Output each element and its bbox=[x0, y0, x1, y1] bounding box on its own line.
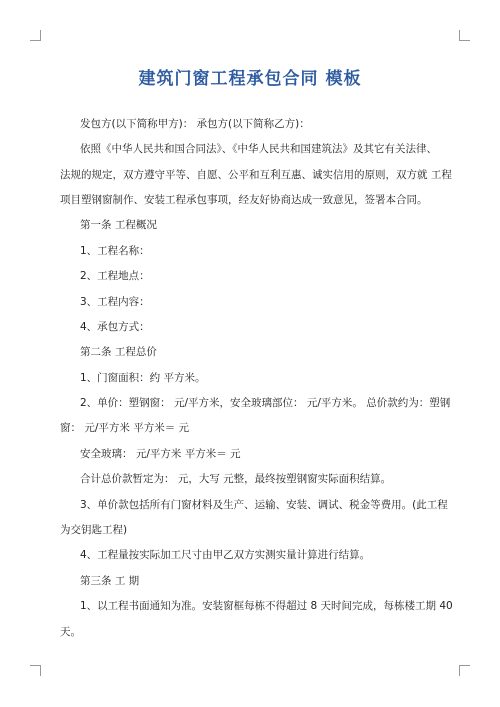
paragraph-line: 窗： 元/平方米 平方米＝ 元 bbox=[60, 422, 190, 434]
paragraph-line: 依照《中华人民共和国合同法》、《中华人民共和国建筑法》及其它有关法律、 bbox=[80, 143, 437, 155]
section-heading: 第二条 工程总价 bbox=[80, 346, 157, 358]
list-item: 1、以工程书面通知为准。安装窗框每栋不得超过 8 天时间完成，每栋楼工期 40 bbox=[80, 600, 453, 612]
paragraph-line: 法规的规定，双方遵守平等、自愿、公平和互利互惠、诚实信用的原则，双方就 工程 bbox=[60, 169, 452, 181]
section-heading: 第一条 工程概况 bbox=[80, 219, 157, 231]
document-title: 建筑门窗工程承包合同 模板 bbox=[138, 69, 362, 89]
page-corner-bottom-right bbox=[459, 665, 470, 676]
list-item: 2、单价：塑钢窗： 元/平方米，安全玻璃部位： 元/平方米。 总价款约为：塑钢 bbox=[80, 397, 451, 409]
parties-line: 发包方(以下简称甲方)： 承包方(以下简称乙方)： bbox=[80, 118, 310, 130]
paragraph-line: 为交钥匙工程) bbox=[60, 524, 128, 536]
list-item: 3、工程内容： bbox=[80, 296, 150, 308]
section-heading: 第三条 工 期 bbox=[80, 575, 140, 587]
paragraph-line: 安全玻璃： 元/平方米 平方米＝ 元 bbox=[80, 448, 241, 460]
list-item: 3、单价款包括所有门窗材料及生产、运输、安装、调试、税金等费用。(此工程 bbox=[80, 499, 448, 511]
list-item: 1、工程名称： bbox=[80, 245, 150, 257]
list-item: 4、工程量按实际加工尺寸由甲乙双方实测实量计算进行结算。 bbox=[80, 549, 371, 561]
list-item: 1、门窗面积：约 平方米。 bbox=[80, 372, 206, 384]
paragraph-line: 天。 bbox=[60, 626, 81, 638]
list-item: 4、承包方式： bbox=[80, 321, 150, 333]
list-item: 2、工程地点： bbox=[80, 270, 150, 282]
paragraph-line: 合计总价款暂定为： 元，大写 元整，最终按塑钢窗实际面积结算。 bbox=[80, 473, 392, 485]
page-corner-top-right bbox=[459, 30, 470, 41]
page-corner-bottom-left bbox=[30, 665, 41, 676]
page-corner-top-left bbox=[30, 30, 41, 41]
paragraph-line: 项目塑钢窗制作、安装工程承包事项，经友好协商达成一致意见，签署本合同。 bbox=[60, 194, 428, 206]
